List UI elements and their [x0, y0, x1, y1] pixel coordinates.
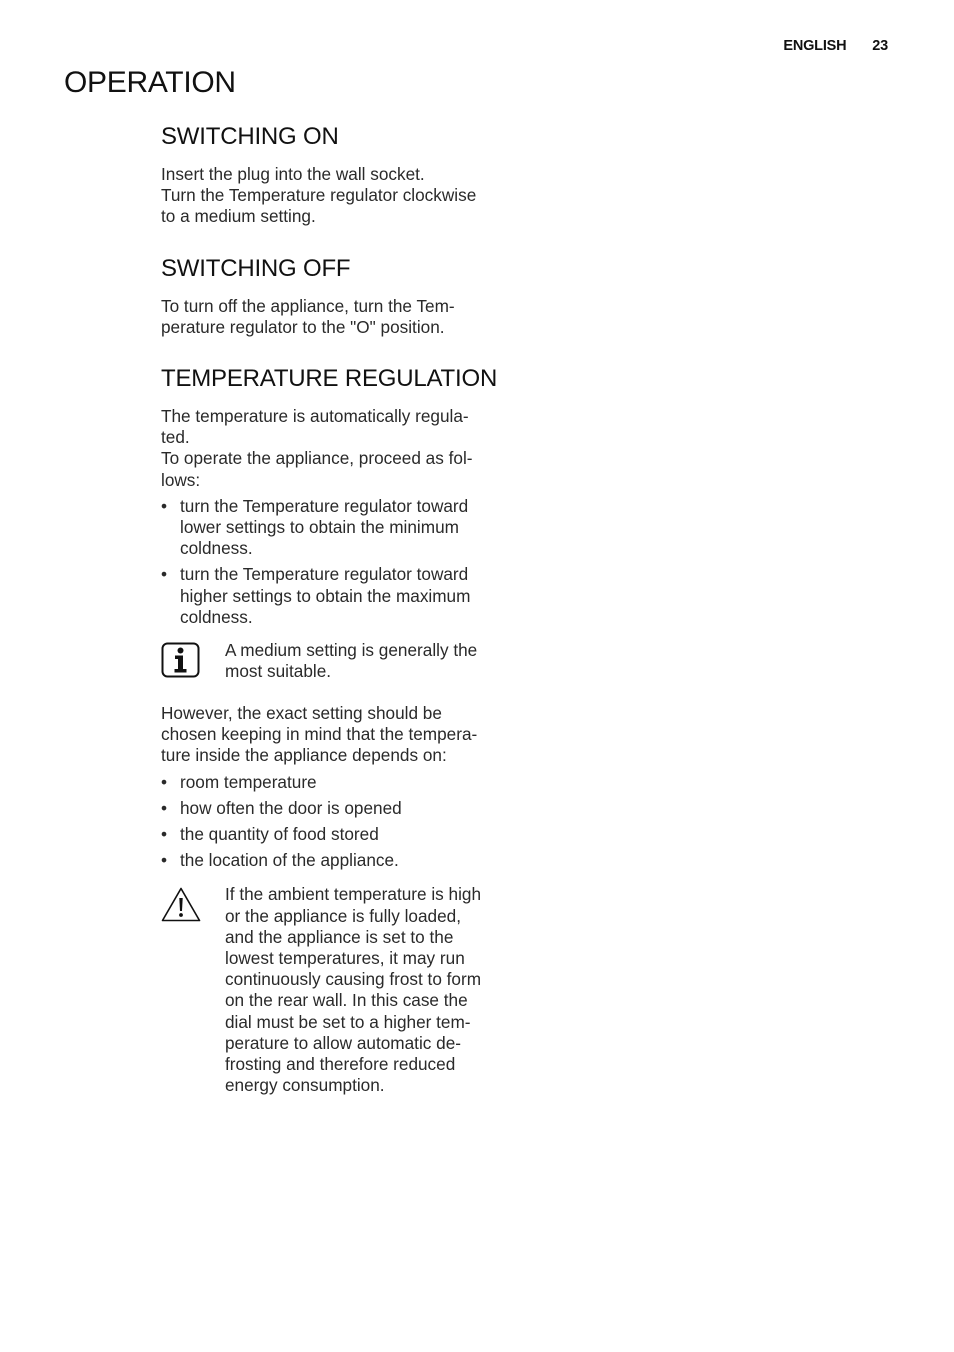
text-line: The temperature is automatically regula- — [161, 406, 469, 427]
list-item: • the location of the appliance. — [161, 850, 521, 871]
switching-on-heading: SWITCHING ON — [161, 123, 339, 150]
list-item: • how often the door is opened — [161, 798, 521, 819]
header-language: ENGLISH — [783, 38, 847, 54]
list-item: • turn the Temperature regulator toward higher settings to obtain the maximum coldness. — [161, 564, 521, 628]
warning-note — [161, 884, 521, 1096]
text-line: Turn the Temperature regulator clockwise — [161, 185, 477, 206]
text-line: ture inside the appliance depends on: — [161, 745, 447, 766]
text-line: chosen keeping in mind that the tempera- — [161, 724, 478, 745]
text-line: To operate the appliance, proceed as fol- — [161, 448, 473, 469]
list-item: • the quantity of food stored — [161, 824, 521, 845]
page-number: 23 — [872, 38, 888, 54]
list-item: • room temperature — [161, 772, 521, 793]
text-line: If the ambient temperature is high — [225, 884, 482, 905]
page-title: OPERATION — [64, 66, 236, 99]
text-line: dial must be set to a higher tem- — [225, 1011, 471, 1032]
list-item: • turn the Temperature regulator toward lower settings to obtain the minimum coldness. — [161, 496, 521, 560]
switching-off-heading: SWITCHING OFF — [161, 254, 351, 282]
temperature-regulation-intro — [161, 406, 521, 491]
text-line: or the appliance is fully loaded, — [225, 905, 462, 926]
switching-off-text — [161, 296, 521, 338]
text-line: and the appliance is set to the — [225, 926, 454, 947]
text-line: to a medium setting. — [161, 206, 316, 227]
text-line: To turn off the appliance, turn the Tem- — [161, 295, 455, 316]
text-line: Insert the plug into the wall socket. — [161, 164, 425, 184]
warning-icon — [161, 884, 225, 1096]
info-note — [161, 640, 521, 685]
text-line: continuously causing frost to form — [225, 969, 482, 990]
text-line: frosting and therefore reduced — [225, 1054, 456, 1075]
temperature-regulation-heading: TEMPERATURE REGULATION — [161, 365, 498, 393]
text-line: lows: — [161, 469, 201, 490]
text-line: most suitable. — [225, 661, 332, 682]
info-icon — [161, 640, 225, 685]
switching-on-text — [161, 164, 521, 228]
page-header — [783, 38, 888, 54]
content-column — [161, 118, 521, 1097]
text-line: on the rear wall. In this case the — [225, 990, 468, 1011]
regulation-steps-list — [161, 496, 521, 628]
however-text — [161, 703, 521, 767]
text-line: However, the exact setting should be — [161, 703, 442, 724]
text-line: perature to allow automatic de- — [225, 1032, 461, 1053]
text-line: A medium setting is generally the — [225, 640, 478, 661]
text-line: perature regulator to the "O" position. — [161, 316, 445, 337]
factors-list — [161, 772, 521, 872]
text-line: ted. — [161, 427, 190, 448]
text-line: lowest temperatures, it may run — [225, 948, 465, 969]
text-line: energy consumption. — [225, 1075, 385, 1096]
